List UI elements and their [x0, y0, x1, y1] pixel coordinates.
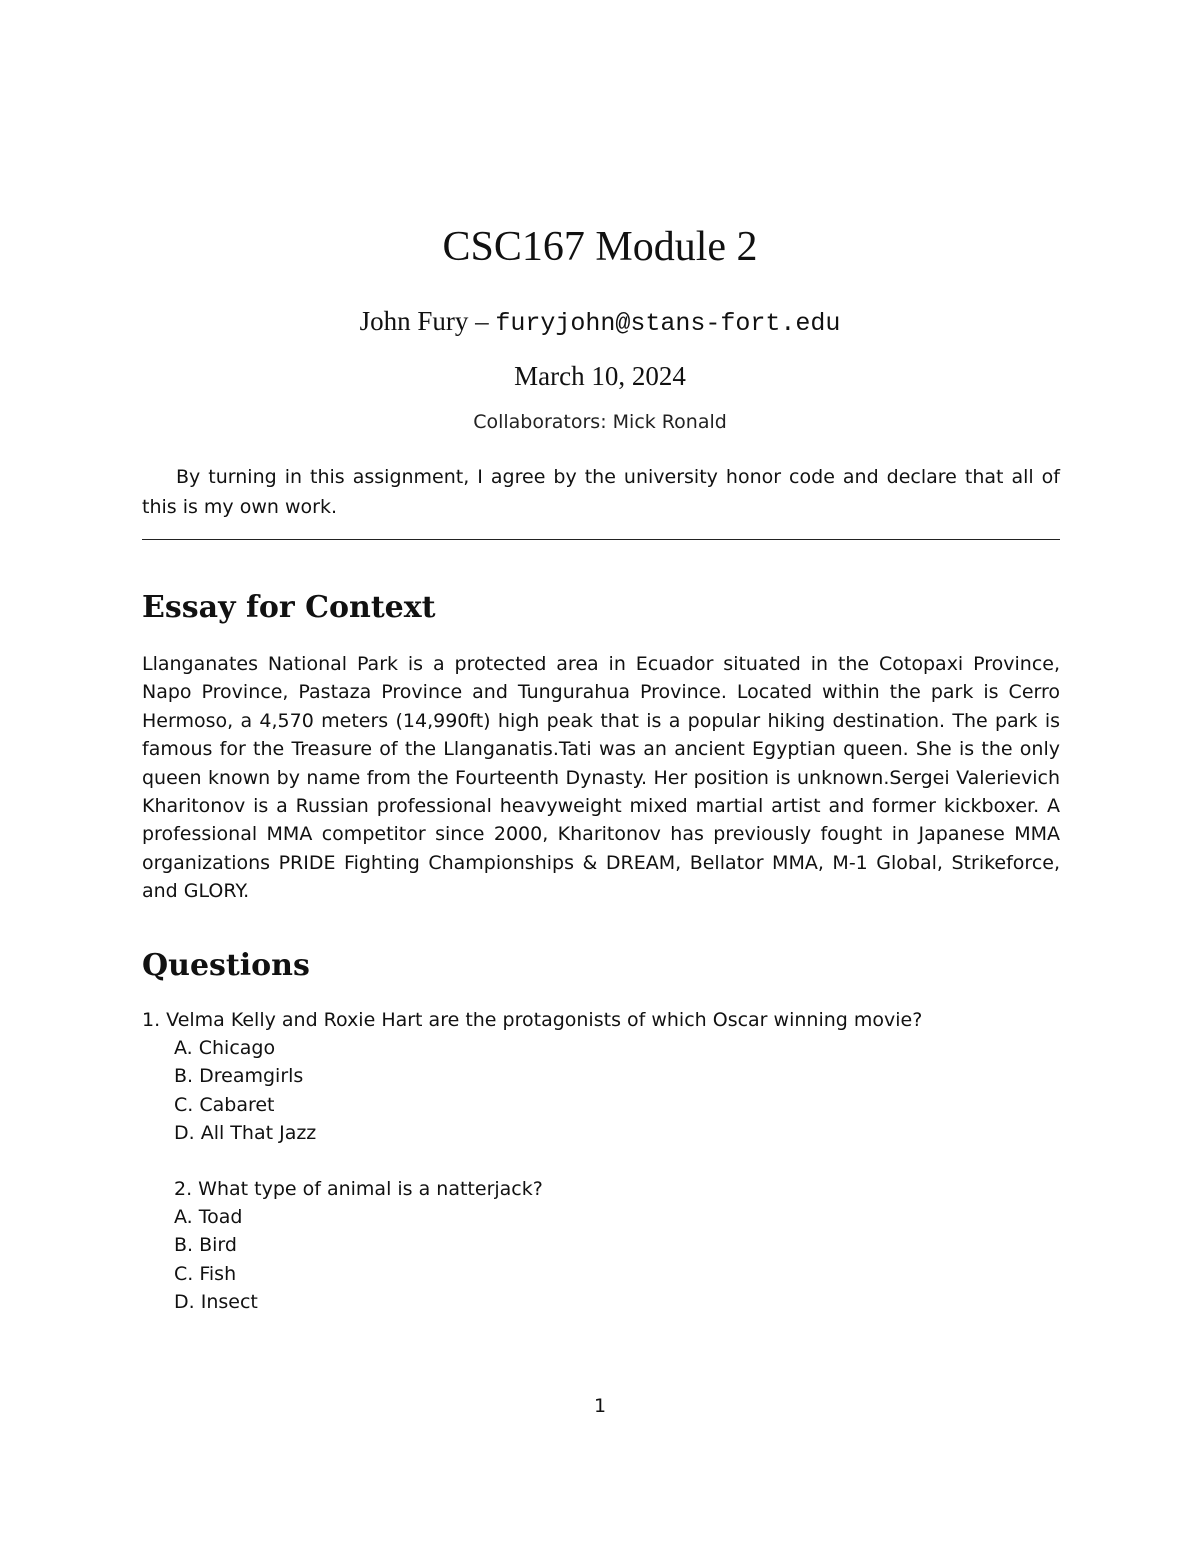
question-2-option-c: C. Fish [174, 1262, 237, 1285]
question-1-option-d: D. All That Jazz [174, 1121, 317, 1144]
page-number: 1 [593, 1395, 607, 1417]
question-2-option-d: D. Insect [174, 1290, 258, 1313]
question-2 [142, 1175, 1060, 1316]
question-1-option-b: B. Dreamgirls [174, 1065, 304, 1088]
author-separator: – [468, 306, 496, 336]
question-1-text: 1. Velma Kelly and Roxie Hart are the protagonists of which Oscar winning movie? [142, 1009, 923, 1031]
author-email: furyjohn@stans-fort.edu [495, 309, 841, 338]
author-name: John Fury [359, 306, 469, 336]
document-title: CSC167 Module 2 [442, 224, 758, 270]
question-2-option-b: B. Bird [174, 1234, 237, 1257]
question-1-option-a: A. Chicago [174, 1037, 276, 1060]
author-line [0, 304, 1200, 341]
question-2-option-a: A. Toad [174, 1206, 243, 1229]
horizontal-rule [142, 539, 1060, 540]
collaborators: Collaborators: Mick Ronald [473, 411, 727, 433]
essay-heading: Essay for Context [142, 590, 436, 625]
questions-heading: Questions [142, 948, 310, 983]
honor-statement: By turning in this assignment, I agree by the university honor code and declare that all of this is my own work. [142, 466, 1060, 518]
question-2-text: 2. What type of animal is a natterjack? [174, 1178, 543, 1200]
essay-body: Llanganates National Park is a protected area in Ecuador situated in the Cotopaxi Province, Napo Province, Pastaza Province and Tungurahua Province. Located within the park is Cerro Hermoso, a 4,570 meters (14,990ft) high peak that is a popular hiking destination. The park is famous for the Treasure of the Llanganatis.Tati was an ancient Egyptian queen. She is the only queen known by name from the Fourteenth Dynasty. Her position is unknown.Sergei Valerievich Kharitonov is a Russian professional heavyweight mixed martial artist and former kickboxer. A professional MMA competitor since 2000, Kharitonov has previously fought in Japanese MMA organizations PRIDE Fighting Championships & DREAM, Bellator MMA, M-1 Global, Strikeforce, and GLORY. [142, 653, 1060, 903]
document-date: March 10, 2024 [514, 361, 686, 391]
question-1 [142, 1006, 1060, 1147]
question-1-option-c: C. Cabaret [174, 1093, 275, 1116]
